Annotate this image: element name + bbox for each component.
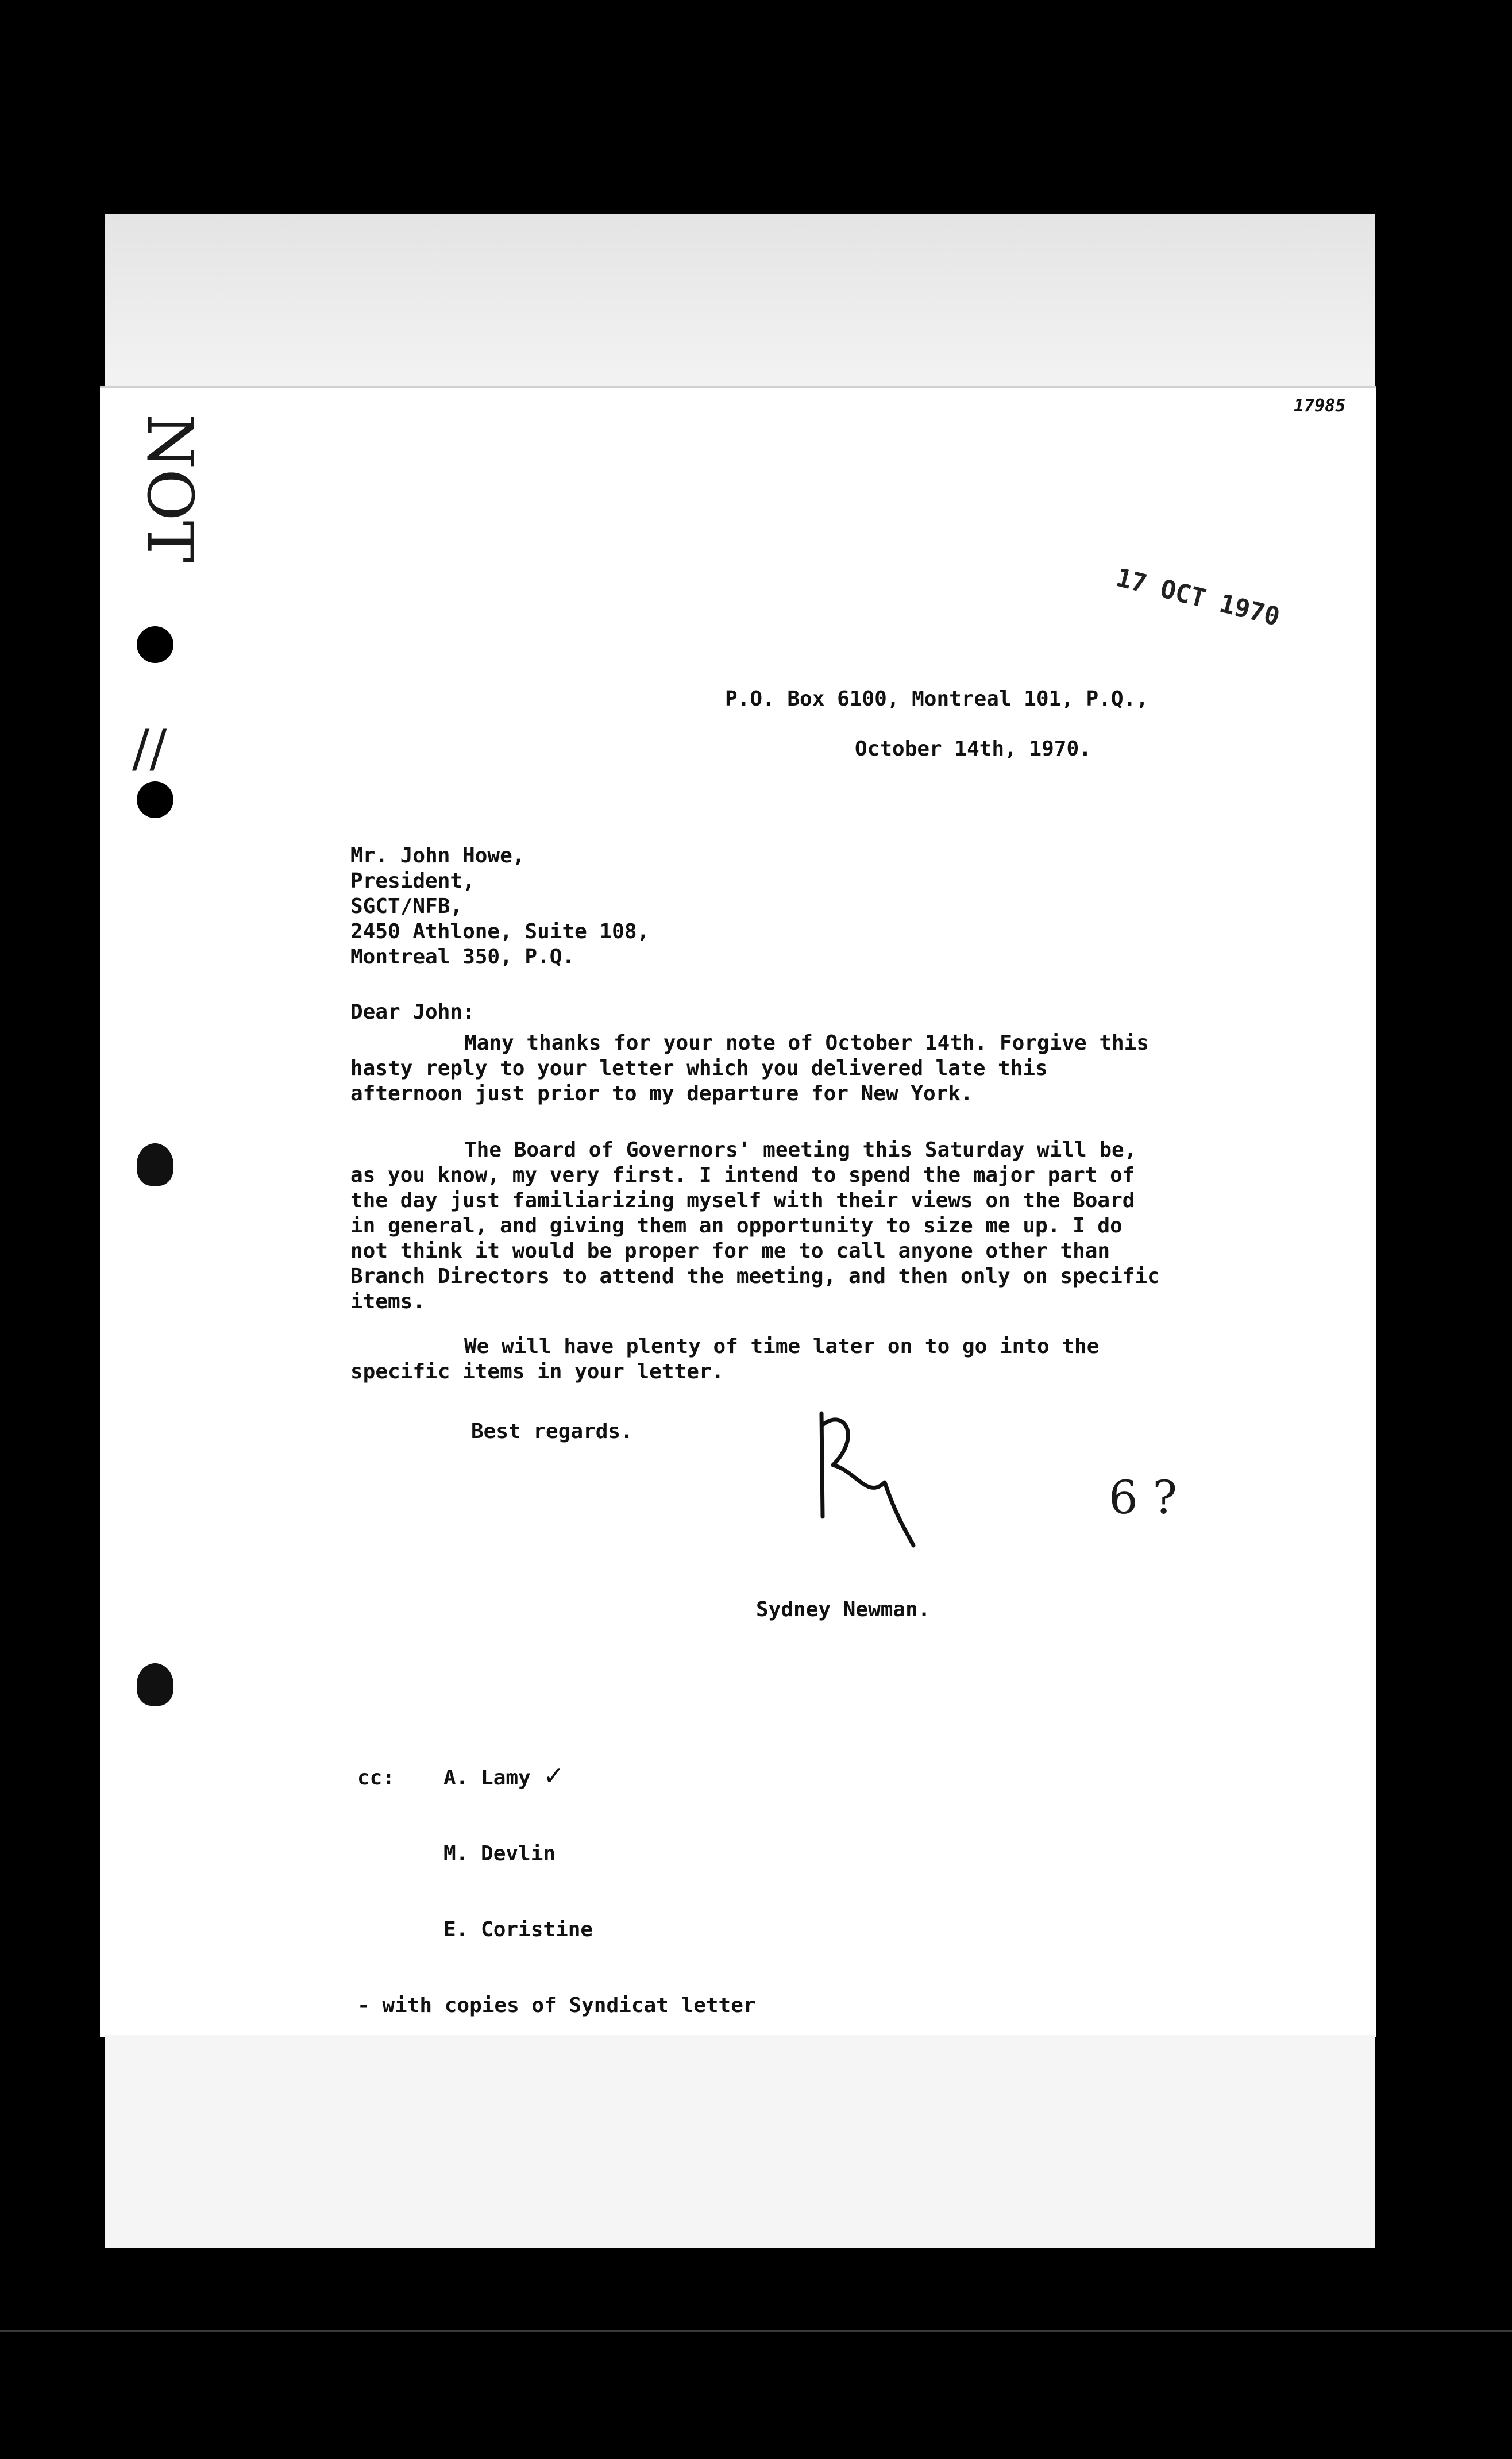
recipient-name: Mr. John Howe, [350,844,525,868]
cc-recipient-1: A. Lamy [443,1766,531,1790]
file-number: 17985 [1294,396,1346,416]
cc-row-1 [357,1764,756,1791]
punch-hole-4 [137,1663,173,1706]
scan-edge-line [0,2330,1512,2332]
sender-address: P.O. Box 6100, Montreal 101, P.Q., [725,687,1148,711]
margin-marks: // [132,718,167,778]
body-paragraph-1: Many thanks for your note of October 14th. Forgive this hasty reply to your letter which you delivered late this afternoon just prior to my departure for New York. [350,1031,1150,1105]
signature-name: Sydney Newman. [756,1598,931,1621]
cc-recipient-3: E. Coristine [443,1918,593,1941]
punch-hole-2 [137,781,173,818]
cc-label: cc: [357,1766,395,1790]
closing: Best regards. [471,1420,633,1443]
cc-row-3 [357,1917,756,1942]
recipient-city: Montreal 350, P.Q. [350,945,575,969]
body-paragraph-2: The Board of Governors' meeting this Saturday will be, as you know, my very first. I intend to spend the major part of the day just familiarizing myself with their views on the Board in general, and giving them an opportunity to size me up. I do not think it would be proper for me to call anyone other than Branch Directors to attend the meeting, and then only on specific items. [350,1138,1160,1313]
recipient-organization: SGCT/NFB, [350,895,463,918]
letter-date: October 14th, 1970. [855,737,1091,761]
punch-hole-3 [137,1143,173,1186]
cc-note: - with copies of Syndicat letter [357,1994,756,2017]
recipient-street: 2450 Athlone, Suite 108, [350,920,650,943]
lower-sheet-strip [105,2035,1375,2248]
check-mark-icon: ✓ [543,1762,565,1791]
cc-row-2 [357,1841,756,1867]
margin-handwriting: NOT [133,414,207,563]
recipient-title: President, [350,869,475,893]
cc-recipient-2: M. Devlin [443,1842,556,1866]
punch-hole-1 [137,626,173,663]
side-handwriting: 6 ? [1109,1471,1178,1524]
received-date-stamp: 17 OCT 1970 [1113,563,1283,632]
salutation: Dear John: [350,1000,475,1024]
handwritten-signature [810,1402,925,1551]
body-paragraph-3: We will have plenty of time later on to go into the specific items in your letter. [350,1335,1100,1383]
cc-block [357,1713,756,2044]
back-sheet-shadow [105,214,1375,386]
